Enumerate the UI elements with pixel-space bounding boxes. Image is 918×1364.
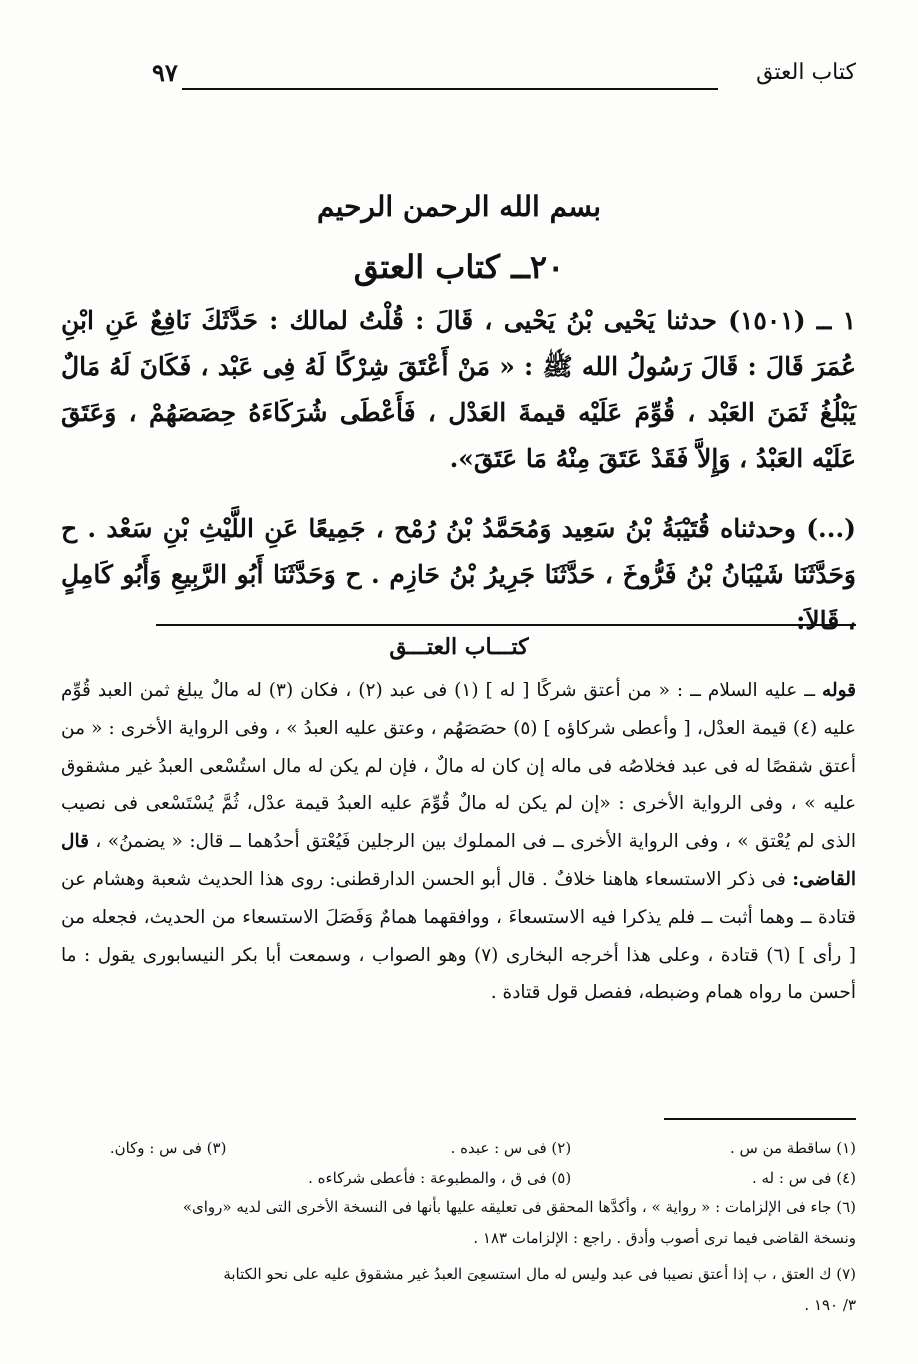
footnote-6-line-2: ونسخة القاضى فيما نرى أصوب وأدق . راجع : الإلزامات ١٨٣ . xyxy=(473,1229,856,1247)
hadith-paragraph-2: (...) وحدثناه قُتَيْبَةُ بْنُ سَعِيد وَمُحَمَّدُ بْنُ رُمْح ، جَمِيعًا عَنِ اللَّيْثِ بْنِ سَعْد . ح وَحَدَّثَنَا شَيْبَانُ بْنُ فَرُّوخَ ، حَدَّثَنَا جَرِيرُ بْنُ حَازِم . ح وَحَدَّثَنَا أَبُو الرَّبِيعِ وَأَبُو كَامِلٍ ، قَالاَ: xyxy=(61,514,856,635)
footnote-2: (٢) فى س : عبده . xyxy=(450,1139,572,1157)
commentary-body xyxy=(61,672,856,1012)
commentary-qadi-label: قال القاضى: xyxy=(61,831,856,890)
commentary-title: كتـــاب العتـــق xyxy=(389,634,529,660)
commentary-text-2: فى ذكر الاستسعاء هاهنا خلافٌ . قال أبو الحسن الدارقطنى: روى هذا الحديث شعبة وهشام عن قتادة ــ وهما أثبت ــ فلم يذكرا فيه الاستسعاءَ ، ووافقهما همامٌ وَفَصَلَ الاستسعاء من الحديث، فجعله من [ رأى ] (٦) قتادة ، وعلى هذا أخرجه البخارى (٧) وهو الصواب ، وسمعت أبا بكر النيسابورى يقول : ما أحسن ما رواه همام وضبطه، ففصل قول قتادة . xyxy=(61,868,856,1004)
footnote-1: (١) ساقطة من س . xyxy=(729,1139,856,1157)
running-header-title: كتاب العتق xyxy=(756,60,856,85)
footnote-rule xyxy=(664,1118,856,1120)
commentary-lead-word: قوله xyxy=(822,680,856,701)
footnote-4: (٤) فى س : له . xyxy=(751,1169,856,1187)
footnote-7-line-1: (٧) ك العتق ، ب إذا أعتق نصيبا فى عبد وليس له مال استسعِىَ العبدُ غير مشقوق عليه على نحو الكتابة xyxy=(223,1265,856,1283)
footnote-row xyxy=(61,1166,856,1190)
footnote-7-line-2: ٣/ ١٩٠ . xyxy=(804,1296,856,1314)
footnote-3: (٣) فى س : وكان. xyxy=(109,1139,227,1157)
chapter-title: ٢٠ــ كتاب العتق xyxy=(353,248,565,286)
hadith-paragraph-1: ١ ــ (١٥٠١) حدثنا يَحْيى بْنُ يَحْيى ، قَالَ : قُلْتُ لمالك : حَدَّثَكَ نَافِعٌ عَنِ ابْنِ عُمَرَ قَالَ : قَالَ رَسُولُ الله ﷺ : « مَنْ أَعْتَقَ شِرْكًا لَهُ فِى عَبْد ، فَكَانَ لَهُ مَالٌ يَبْلُغُ ثَمَنَ العَبْد ، قُوِّمَ عَلَيْه قيمةَ العَدْل ، فَأَعْطَى شُرَكَاءَهُ حِصَصَهُمْ ، وَعَتَقَ عَلَيْه العَبْدُ ، وَإِلاَّ فَقَدْ عَتَقَ مِنْهُ مَا عَتَقَ». xyxy=(61,306,856,473)
footnote-5: (٥) فى ق ، والمطبوعة : فأعطى شركاءه . xyxy=(308,1169,572,1187)
basmala: بسم الله الرحمن الرحيم xyxy=(317,190,601,223)
footnote-6-line-1: (٦) جاء فى الإلزامات : « رواية » ، وأكدَّها المحقق فى تعليقه عليها بأنها فى النسخة الأخرى التى لديه «رواى» xyxy=(182,1198,856,1216)
header-rule xyxy=(182,88,718,90)
page-number: ٩٧ xyxy=(152,58,178,87)
section-divider xyxy=(156,624,856,626)
footnote-row xyxy=(61,1136,856,1160)
commentary-text-1: ــ عليه السلام ــ : « من أعتق شركًا [ له ] (١) فى عبد (٢) ، فكان (٣) له مالٌ يبلغ ثمن العبد قُوِّم عليه (٤) قيمة العدْل، [ وأعطى شركاؤه ] (٥) حصَصَهُم ، وعتق عليه العبدُ » ، وفى الرواية الأخرى : « من أعتق شقصًا له فى عبد فخلاصُه فى ماله إن كان له مالٌ ، فإن لم يكن له مال استُسْعى العبدُ غير مشقوق عليه » ، وفى الرواية الأخرى : «إن لم يكن له مالٌ قُوِّمَ عليه العبدُ قيمة عدْل، ثُمَّ يُسْتَسْعى فى نصيب الذى لم يُعْتق » ، وفى الرواية الأخرى ــ فى المملوك بين الرجلين فَيُعْتق أحدُهما ــ قال: « يضمنُ» ، xyxy=(61,680,857,853)
